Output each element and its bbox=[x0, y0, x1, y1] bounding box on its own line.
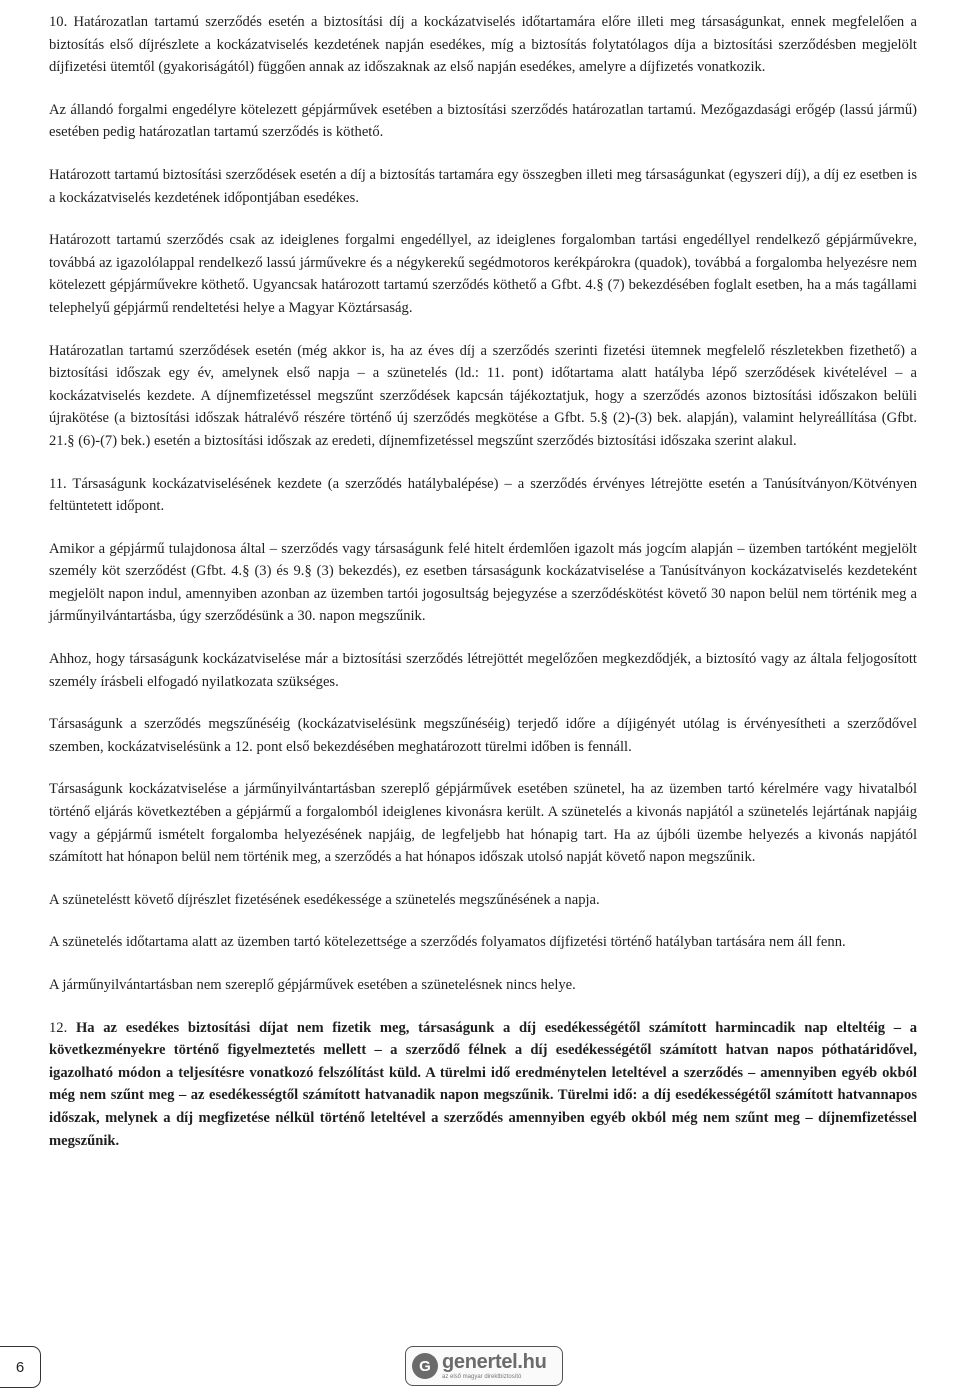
logo-tagline: az első magyar direktbiztosító bbox=[442, 1374, 522, 1380]
paragraph-owner-designated: Amikor a gépjármű tulajdonosa által – szerződés vagy társaságunk felé hitelt érdemlően igazolt más jogcím alapján – üzemben tartóként megjelölt személy köt szerződést (Gfbt. 4.§ (3) és 9.§ (3) bekezdés), ez esetben társaságunk kockázatviselése a Tanúsítványon kockázatviselés kezdeteként megjelölt napon indul, amennyiben azonban az üzemben tartói jogosultság bejegyzése a szerződéskötést követő 30 napon belül nem történik meg a járműnyilvántartásba, úgy szerződésünk a 30. napon megszűnik. bbox=[49, 540, 917, 625]
page-number-box bbox=[0, 1346, 41, 1388]
svg-text:G: G bbox=[419, 1358, 431, 1375]
paragraph-permanent-license: Az állandó forgalmi engedélyre kötelezett gépjárművek esetében a biztosítási szerződés határozatlan tartamú. Mezőgazdasági erőgép (lassú jármű) esetében pedig határozatlan tartamú szerződés is köthető. bbox=[49, 101, 917, 141]
paragraph-fixed-term-eligibility: Határozott tartamú szerződés csak az ideiglenes forgalmi engedéllyel, az ideiglenes forgalomban tartási engedéllyel rendelkező gépjárművekre, továbbá az igazolólappal rendelkező lassú járművekre és a négykerekű segédmotoros kerékpárokra (quadok), továbbá a forgalomba helyezésre nem kötelezett gépjárművekre köthető. Ugyancsak határozott tartamú szerződés köthető a Gfbt. 4.§ (7) bekezdésében foglalt esetben, ha a más tagállami telephelyű gépjármű rendeltetési helye a Magyar Köztársaság. bbox=[49, 232, 917, 316]
paragraph-early-coverage: Ahhoz, hogy társaságunk kockázatviselése már a biztosítási szerződés létrejöttét megelőzően megkezdődjék, a biztosító vagy az általa feljogosított személy írásbeli elfogadó nyilatkozata szükséges. bbox=[49, 651, 917, 690]
logo-wordmark: genertel.hu bbox=[442, 1351, 547, 1373]
paragraph-suspension: Társaságunk kockázatviselése a járműnyilvántartásban szereplő gépjárművek esetében szünetel, ha az üzemben tartó kérelmére vagy hivatalból történő eljárás következtében a gépjármű a forgalomból ideiglenes kivonásra került. A szünetelés a kivonás napjától a szünetelés lejártának napjáig vagy a gépjármű ismételt forgalomba helyezésének napjáig, de legfeljebb hat hónapig tart. Ha az újbóli üzembe helyezés a kivonás napjától számított hat hónapon belül nem történik meg, a szerződés a hat hónapos időszak utolsó napját követő napon megszűnik. bbox=[49, 781, 917, 866]
paragraph-suspension-obligation: A szünetelés időtartama alatt az üzemben tartó kötelezettsége a szerződés folyamatos díjfizetési történő hatályban tartására nem áll fenn. bbox=[49, 934, 846, 951]
genertel-logo-icon bbox=[412, 1353, 438, 1379]
paragraph-12-nonpayment bbox=[49, 1017, 917, 1153]
paragraph-10-intro: 10. Határozatlan tartamú szerződés esetén a biztosítási díj a kockázatviselés időtartamára előre illeti meg társaságunkat, ennek megfelelően a biztosítás első díjrészlete a kockázatviselés kezdetének napján esedékes, míg a biztosítás folytatólagos díja a biztosítási szerződésben megjelölt díjfizetési ütemtől (gyakoriságától) függően annak az időszaknak az első napján esedékes, amelyre a díjfizetés vonatkozik. bbox=[49, 14, 917, 76]
nonpayment-bold-text: Ha az esedékes biztosítási díjat nem fizetik meg, társaságunk a díj esedékességétől számított harmincadik nap elteltéig – a következményekre történő figyelmeztetés mellett – a szerződő félnek a díj esedékességétől számított hatvan napos póthatáridővel, igazolható módon a teljesítésre vonatkozó felszólítást küld. A türelmi idő eredménytelen leteltével a szerződés – amennyiben egyéb okból még nem szűnt meg – az esedékességtől számított hatvanadik napon megszűnik. Türelmi idő: a díj esedékességétől számított hatvannapos időszak, melynek a díj megfizetése nélkül történő leteltével a szerződés amennyiben egyéb okból még nem szűnt meg – díjnemfizetéssel megszűnik. bbox=[49, 1019, 917, 1149]
genertel-logo bbox=[405, 1346, 563, 1386]
page-number: 6 bbox=[15, 1358, 25, 1376]
genertel-g-icon bbox=[416, 1357, 434, 1375]
document-body bbox=[49, 11, 917, 1172]
paragraph-unregistered-vehicles: A járműnyilvántartásban nem szereplő gépjárművek esetében a szünetelésnek nincs helye. bbox=[49, 977, 576, 993]
paragraph-11-start: 11. Társaságunk kockázatviselésének kezdete (a szerződés hatálybalépése) – a szerződés érvényes létrejötte esetén a Tanúsítványon/Kötvényen feltüntetett időpont. bbox=[49, 475, 917, 515]
paragraph-insurance-period: Határozatlan tartamú szerződések esetén (még akkor is, ha az éves díj a szerződés szerinti fizetési ütemnek megfelelő részletekben fizethető) a biztosítási időszak egy év, amelynek első napja – a szünetelés (ld.: 11. pont) időtartama alatt hatályba lépő szerződések kivételével – a kockázatviselés kezdete. A díjnemfizetéssel megszűnt szerződések kapcsán tájékoztatjuk, hogy a szerződés azonos biztosítási időszakon belüli újrakötése (a biztosítási időszak hátralévő részére történő új szerződés megkötése a Gfbt. 5.§ (2)-(3) bek. alapján), valamint helyreállítása (Gfbt. 21.§ (6)-(7) bek.) esetén a biztosítási időszak az eredeti, díjnemfizetéssel megszűnt szerződés biztosítási időszaka szerint alakul. bbox=[49, 342, 917, 449]
paragraph-suspension-installment: A szüneteléstt követő díjrészlet fizetésének esedékessége a szünetelés megszűnésének a napja. bbox=[49, 891, 600, 908]
section-number: 12. bbox=[49, 1019, 68, 1036]
paragraph-fixed-term-fee: Határozott tartamú biztosítási szerződések esetén a díj a biztosítás tartamára egy összegben illeti meg társaságunkat (egyszeri díj), a díj ez esetben is a kockázatviselés kezdetének időpontjában esedékes. bbox=[49, 166, 917, 206]
paragraph-fee-claim: Társaságunk a szerződés megszűnéséig (kockázatviselésünk megszűnéséig) terjedő időre a díjigényét utólag is érvényesítheti a szerződővel szemben, kockázatviselésünk a 12. pont első bekezdésében meghatározott türelmi időben is fennáll. bbox=[49, 716, 917, 755]
